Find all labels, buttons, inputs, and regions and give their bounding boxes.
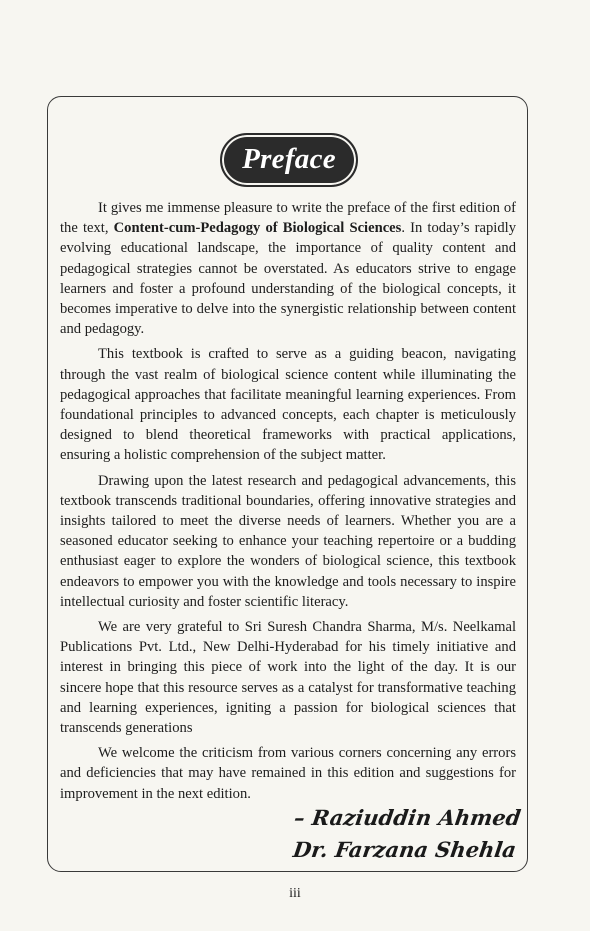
preface-title-badge xyxy=(220,133,358,187)
title-oval xyxy=(220,133,358,187)
paragraph-1-intro: It gives me immense pleasure to write the preface of the first edition of the text, xyxy=(60,200,516,237)
author-signatures xyxy=(287,802,522,866)
paragraph-1 xyxy=(60,198,516,339)
paragraph-5: We welcome the criticism from various corners concerning any errors and deficiencies that may have remained in this edition and suggestions for improvement in the next edition. xyxy=(60,745,516,802)
signature-raziuddin-ahmed: – Raziuddin Ahmed xyxy=(292,805,523,830)
paragraph-3: Drawing upon the latest research and pedagogical advancements, this textbook transcends traditional boundaries, offering innovative strategies and insights tailored to meet the diverse needs of learners. Whether you are a seasoned educator seeking to enhance your teaching repertoire or a budding enthusiast eager to explore the wonders of biological science, this textbook endeavors to empower you with the knowledge and tools necessary to inspire intellectual curiosity and foster scientific literacy. xyxy=(60,472,516,610)
preface-body xyxy=(60,198,516,809)
signature-farzana-shehla: Dr. Farzana Shehla xyxy=(291,837,518,862)
paragraph-1-rest: . In today’s rapidly evolving educational landscape, the importance of quality content and pedagogical strategies cannot be overstated. As educators strive to engage learners and foster a profound understanding of the biological concepts, it becomes imperative to delve into the synergistic relationship between content and pedagogy. xyxy=(60,220,516,338)
page-number: iii xyxy=(289,886,301,901)
paragraph-2: This textbook is crafted to serve as a guiding beacon, navigating through the vast realm of biological science content while illuminating the pedagogical approaches that facilitate meaningful learning experiences. From foundational principles to advanced concepts, each chapter is meticulously designed to blend theoretical frameworks with practical applications, ensuring a holistic comprehension of the subject matter. xyxy=(60,346,516,464)
page-title: Preface xyxy=(242,142,336,175)
book-title: Content-cum-Pedagogy of Biological Sciences xyxy=(113,220,402,237)
paragraph-4: We are very grateful to Sri Suresh Chandra Sharma, M/s. Neelkamal Publications Pvt. Ltd., New Delhi-Hyderabad for his timely initiative and interest in bringing this piece of work into the light of the day. It is our sincere hope that this resource serves as a catalyst for transformative teaching and learning experiences, igniting a passion for biological sciences that transcends generations xyxy=(60,619,516,737)
